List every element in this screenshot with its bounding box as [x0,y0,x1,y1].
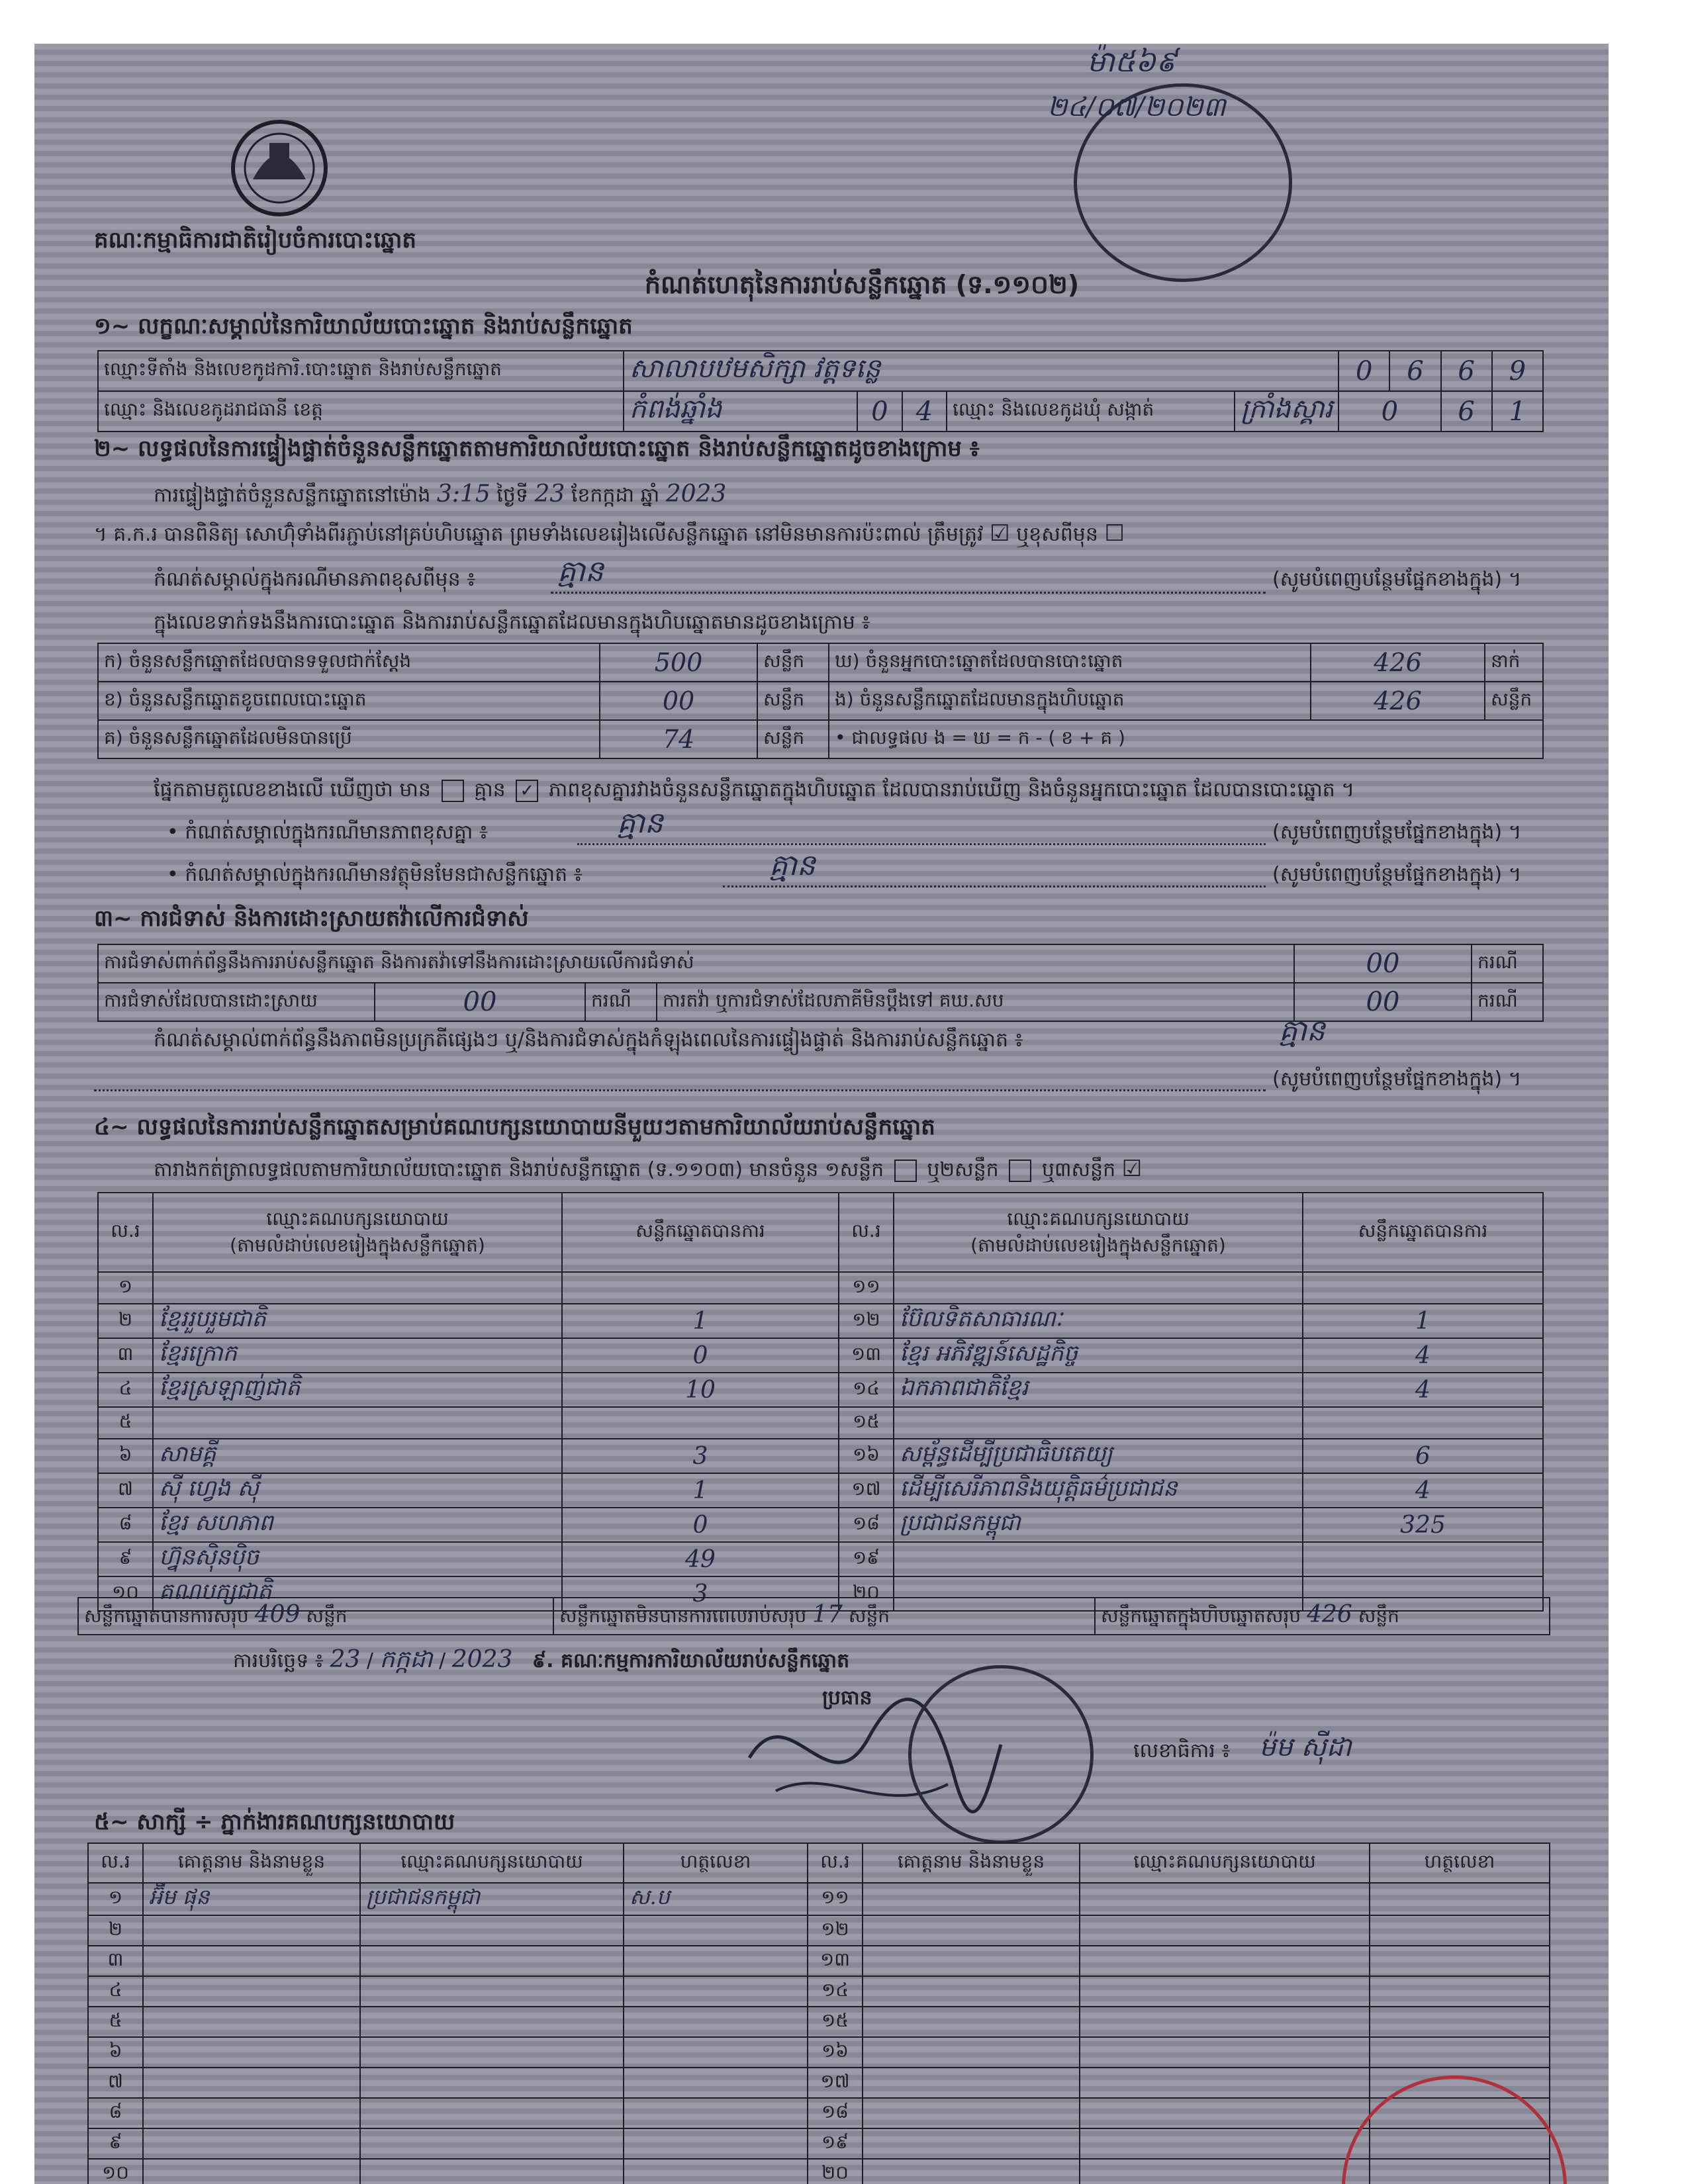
section2-para1 [154,480,1557,512]
witness-name [143,1915,360,1946]
party-votes: 6 [1303,1439,1543,1473]
section3-note-label: កំណត់សម្គាល់ពាក់ព័ន្ធនឹងភាពមិនប្រក្រតីផ្សេងៗ ឬ/និងការជំទាស់ក្នុងកំឡុងពេលនៃការផ្ទៀងផ្ទាត់ និងការរាប់សន្លឹកឆ្នោត ៖ [154,1028,1023,1052]
party-votes: 4 [1303,1473,1543,1508]
party-name: ខ្មែររួបរួមជាតិ [153,1304,562,1338]
witness-party [360,2007,624,2037]
witness-party [1080,1883,1370,1915]
party-votes [1303,1542,1543,1576]
total-box-cell [1095,1598,1550,1635]
total-box-unit: សន្លឹក [1358,1605,1399,1627]
party-name: សម្ព័ន្ធដើម្បីប្រជាធិបតេយ្យ [894,1439,1303,1473]
party-no: ៣ [98,1338,153,1373]
party-votes: 0 [562,1338,839,1373]
witness-no: ១២ [808,1915,863,1946]
party-name: សាមគ្គី [153,1439,562,1473]
party-name: គណបក្សជាតិ [153,1576,562,1611]
section5-title: ៥~ សាក្សី ÷ ភ្នាក់ងារគណបក្សនយោបាយ [94,1809,455,1835]
witness-signature [1370,1946,1550,1976]
witness-party [1080,2098,1370,2128]
section2-para1-cont [94,520,1550,551]
mismatch-c: ភាពខុសគ្នារវាងចំនួនសន្លឹកឆ្នោតក្នុងហិបឆ្នោត ដែលបានរាប់ឃើញ និងចំនួនអ្នកបោះឆ្នោត ដែលបានបោះឆ្នោត ។ [548,778,1355,801]
bullet1-value: គ្មាន [617,806,663,840]
para1-b: ថ្ងៃទី [496,484,528,507]
party-votes [562,1407,839,1439]
para1-time: 3:15 [436,480,491,508]
witness-party [360,1976,624,2007]
party-votes: 4 [1303,1338,1543,1373]
table-row [98,1542,1543,1576]
chair-label: ប្រធាន [822,1686,872,1709]
total-valid-label: សន្លឹកឆ្នោតបានការសរុប [84,1605,249,1627]
witness-party [1080,2128,1370,2159]
intro-c: ឬ៣សន្លឹក [1041,1158,1116,1181]
row-a-value: 500 [600,643,757,682]
complaints-row2-unit: ករណី [585,983,657,1021]
date-year: 2023 [451,1646,513,1673]
bullet2-suffix: (សូមបំពេញបន្ថែមផ្នែកខាងក្នុង) ។ [1272,863,1522,886]
witness-no: ១០ [88,2159,143,2184]
section1-table [97,350,1544,432]
witness-no: ៩ [88,2128,143,2159]
date-day: 23 [330,1646,361,1673]
party-votes: 10 [562,1373,839,1407]
counting-table [97,643,1544,759]
note-value: គ្មាន [557,555,604,588]
scanned-form-sheet [34,44,1609,2184]
party-name: ប្រជាជនកម្ពុជា [894,1508,1303,1542]
party-no: ១៨ [839,1508,894,1542]
location-code-1: 0 [1338,351,1389,391]
section4-title: ៤~ លទ្ធផលនៃការរាប់សន្លឹកឆ្នោតសម្រាប់គណបក្សនយោបាយនីមួយៗតាមការិយាល័យរាប់សន្លឹកឆ្នោត [94,1114,935,1140]
table-row [88,2098,1550,2128]
party-name: ខ្មែរក្រោក [153,1338,562,1373]
table-row [98,1338,1543,1373]
witness-name [863,1915,1080,1946]
total-valid-unit: សន្លឹក [306,1605,348,1627]
col-party-right [894,1193,1303,1272]
party-name: ប៊ែលទិតសាធារណៈ [894,1304,1303,1338]
witness-no: ១៣ [808,1946,863,1976]
intro-b: ឬ២សន្លឹក [927,1158,999,1181]
location-code-4: 9 [1492,351,1543,391]
witness-name [863,2037,1080,2068]
para1-year: 2023 [665,480,727,508]
party-votes: 3 [562,1439,839,1473]
complaints-row1-value: 00 [1294,944,1472,983]
witness-name [143,2159,360,2184]
section3-dotted-line [94,1089,1266,1091]
witness-name [143,2128,360,2159]
witness-no: ១៨ [808,2098,863,2128]
table-row [88,1976,1550,2007]
witness-signature [624,2098,808,2128]
witness-signature [1370,2007,1550,2037]
witness-party [360,2068,624,2098]
para1-checkbox-different: ☐ [1104,520,1125,547]
party-votes: 49 [562,1542,839,1576]
date-label: ការបរិច្ឆេទ ៖ [233,1649,324,1672]
section3-note-suffix: (សូមបំពេញបន្ថែមផ្នែកខាងក្នុង) ។ [1272,1068,1522,1091]
witness-no: ៦ [88,2037,143,2068]
total-box-value: 426 [1307,1601,1352,1628]
note-dotted-line [551,592,1266,594]
witness-party [360,2159,624,2184]
witness-signature [624,2037,808,2068]
mismatch-b: គ្មាន [474,778,506,801]
complaints-row2-value2: 00 [1294,983,1472,1021]
witness-no: ៥ [88,2007,143,2037]
party-name: ខ្មែរ អភិវឌ្ឍន៍សេដ្ឋកិច្ច [894,1338,1303,1373]
table-row [88,2159,1550,2184]
table-row [98,1272,1543,1304]
para1-day: 23 [534,480,565,508]
para1-d: ។ គ.ក.រ បានពិនិត្យ សោហ៊ុំទាំងពីរភ្ជាប់នៅគ្រប់ហិបឆ្នោត ព្រមទាំងលេខរៀងលើសន្លឹកឆ្នោត នៅមិនមានការប៉ះពាល់ ត្រឹមត្រូវ [94,523,984,546]
w-col-no-left: ល.រ [88,1843,143,1883]
total-invalid-unit: សន្លឹក [848,1605,890,1627]
party-no: ១៧ [839,1473,894,1508]
witness-name [143,1946,360,1976]
table-row [98,1373,1543,1407]
witness-party [1080,1976,1370,2007]
party-name: ហ្វ៊ុនស៊ិនប៉ិច [153,1542,562,1576]
witness-name [863,1946,1080,1976]
witness-no: ១៧ [808,2068,863,2098]
col-party-right-title: ឈ្មោះគណបក្សនយោបាយ [1007,1208,1190,1230]
col-party-left-sub: (តាមលំដាប់លេខរៀងក្នុងសន្លឹកឆ្នោត) [230,1234,485,1256]
col-party-left [153,1193,562,1272]
witness-name: អ៊ឹម ផុន [143,1883,360,1915]
witness-no: ១៤ [808,1976,863,2007]
witness-name [863,2068,1080,2098]
commune-code-1: 0 [1338,391,1440,432]
party-no: ១៩ [839,1542,894,1576]
section3-title: ៣~ ការជំទាស់ និងការដោះស្រាយតវ៉ាលើការជំទាស់ [94,905,529,932]
total-invalid-label: សន្លឹកឆ្នោតមិនបានការពេលរាប់សរុប [559,1605,807,1627]
location-code-2: 6 [1389,351,1440,391]
table-row [88,2128,1550,2159]
para1-e: ឬខុសពីមុន [1016,523,1098,546]
commune-code-3: 1 [1492,391,1543,432]
para1-checkbox-correct: ☑ [990,520,1010,547]
party-no: ១០ [98,1576,153,1611]
party-no: ១៤ [839,1373,894,1407]
committee-label: ៩. គណៈកម្មការការិយាល័យរាប់សន្លឹកឆ្នោត [532,1649,850,1672]
note-suffix: (សូមបំពេញបន្ថែមផ្នែកខាងក្នុង) ។ [1272,568,1522,591]
witness-signature [624,2159,808,2184]
three-sheet-checkbox: ☑ [1121,1156,1143,1182]
witness-no: ១៦ [808,2037,863,2068]
one-sheet-checkbox [894,1160,917,1182]
witness-name [143,2098,360,2128]
signature-date-line: ការបរិច្ឆេទ ៖ 23 / កក្កដា / 2023 ៩. គណៈកម្មការការិយាល័យរាប់សន្លឹកឆ្នោត [233,1646,850,1673]
province-value: កំពង់ឆ្នាំង [624,391,857,432]
party-no: ៨ [98,1508,153,1542]
complaints-row1-label: ការជំទាស់ពាក់ព័ន្ធនឹងការរាប់សន្លឹកឆ្នោត និងការតវ៉ាទៅនឹងការដោះស្រាយលើការជំទាស់ [98,944,1294,983]
party-no: ២ [98,1304,153,1338]
section2-title: ២~ លទ្ធផលនៃការផ្ទៀងផ្ទាត់ចំនួនសន្លឹកឆ្នោតតាមការិយាល័យបោះឆ្នោត និងរាប់សន្លឹកឆ្នោតដូចខាងក្រោម ៖ [94,435,980,462]
witness-name [143,2007,360,2037]
table-row [98,1407,1543,1439]
w-col-sign-right: ហត្ថលេខា [1370,1843,1550,1883]
party-votes: 1 [1303,1304,1543,1338]
witness-name [863,2007,1080,2037]
witness-party [1080,1915,1370,1946]
section1-title: ១~ លក្ខណៈសម្គាល់នៃការិយាល័យបោះឆ្នោត និងរាប់សន្លឹកឆ្នោត [94,313,633,340]
witness-party [1080,2007,1370,2037]
party-no: ១៣ [839,1338,894,1373]
witness-party [360,2128,624,2159]
party-no: ២០ [839,1576,894,1611]
row-a-unit: សន្លឹក [757,643,829,682]
witness-signature [624,2128,808,2159]
witness-name [863,1883,1080,1915]
witness-party [360,2098,624,2128]
witness-party [1080,2159,1370,2184]
row-c-label: គ) ចំនួនសន្លឹកឆ្នោតដែលមិនបានប្រើ [98,720,600,758]
witness-no: ២ [88,1915,143,1946]
party-votes: 0 [562,1508,839,1542]
party-votes [1303,1407,1543,1439]
party-no: ១ [98,1272,153,1304]
witness-no: ៣ [88,1946,143,1976]
witness-signature [1370,2037,1550,2068]
witness-name [863,2098,1080,2128]
party-no: ៧ [98,1473,153,1508]
witness-no: ១ [88,1883,143,1915]
mismatch-no-checkbox: ✓ [516,780,538,802]
table-row [98,1508,1543,1542]
witness-party [1080,2037,1370,2068]
table-row [88,2007,1550,2037]
witness-no: ១១ [808,1883,863,1915]
bullet1-label: • កំណត់សម្គាល់ក្នុងករណីមានភាពខុសគ្នា ៖ [167,821,489,844]
complaints-row2-value: 00 [375,983,585,1021]
total-invalid-cell [553,1598,1095,1635]
party-name: ខ្មែរ សហភាព [153,1508,562,1542]
witness-signature [624,2068,808,2098]
row-d-label: ឃ) ចំនួនអ្នកបោះឆ្នោតដែលបានបោះឆ្នោត [829,643,1311,682]
stamp-date: ២៤/០៧/២០២៣ [1047,92,1226,122]
row-c-unit: សន្លឹក [757,720,829,758]
party-no: ៤ [98,1373,153,1407]
bullet1-dotted-line [577,843,1266,845]
party-name [894,1542,1303,1576]
party-name [894,1407,1303,1439]
row-c-value: 74 [600,720,757,758]
col-party-right-sub: (តាមលំដាប់លេខរៀងក្នុងសន្លឹកឆ្នោត) [970,1234,1226,1256]
party-no: ៥ [98,1407,153,1439]
table-row [88,2068,1550,2098]
committee-name: គណៈកម្មាធិការជាតិរៀបចំការបោះឆ្នោត [94,227,417,253]
party-votes [562,1272,839,1304]
intro-a: តារាងកត់ត្រាលទ្ធផលតាមការិយាល័យបោះឆ្នោត និងរាប់សន្លឹកឆ្នោត (ទ.១១០៣) មានចំនួន ១សន្លឹក [154,1158,884,1181]
para1-c: ខែកក្កដា ឆ្នាំ [571,484,660,507]
note-label: កំណត់សម្គាល់ក្នុងករណីមានភាពខុសពីមុន ៖ [154,568,476,591]
section3-note-value: គ្មាន [1279,1014,1325,1048]
row-e-label: ង) ចំនួនសន្លឹកឆ្នោតដែលមានក្នុងហិបឆ្នោត [829,682,1311,720]
party-name: ដើម្បីសេរីភាពនិងយុត្តិធម៌ប្រជាជន [894,1473,1303,1508]
secretary-name: ម៉ម ស៊ីដា [1259,1732,1352,1762]
table-row [98,1304,1543,1338]
total-valid-value: 409 [254,1601,301,1628]
committee-seal [908,1665,1094,1844]
witness-party [360,1946,624,1976]
counting-intro: ក្នុងលេខទាក់ទងនឹងការបោះឆ្នោត និងការរាប់សន្លឹកឆ្នោតដែលមានក្នុងហិបឆ្នោតមានដូចខាងក្រោម ៖ [154,611,870,634]
table-row [88,2037,1550,2068]
location-label: ឈ្មោះទីតាំង និងលេខកូដការិ.បោះឆ្នោត និងរាប់សន្លឹកឆ្នោត [98,351,624,391]
total-valid-cell [78,1598,553,1635]
witness-no: ១៩ [808,2128,863,2159]
row-a-label: ក) ចំនួនសន្លឹកឆ្នោតដែលបានទទួលជាក់ស្តែង [98,643,600,682]
witness-name [863,2128,1080,2159]
witness-party [360,2037,624,2068]
total-invalid-value: 17 [812,1601,843,1628]
witness-party [360,1915,624,1946]
row-e-unit: សន្លឹក [1485,682,1543,720]
province-code-1: 0 [857,391,902,432]
party-no: ១៦ [839,1439,894,1473]
province-label: ឈ្មោះ និងលេខកូដរាជធានី ខេត្ត [98,391,624,432]
row-b-label: ខ) ចំនួនសន្លឹកឆ្នោតខូចពេលបោះឆ្នោត [98,682,600,720]
party-name [153,1407,562,1439]
witness-party [1080,2068,1370,2098]
location-value: សាលាបឋមសិក្សា វត្តទន្លេ [624,351,1338,391]
secretary-label: លេខាធិការ ៖ [1133,1739,1231,1762]
witness-no: ១៥ [808,2007,863,2037]
row-d-unit: នាក់ [1485,643,1543,682]
witness-no: ៨ [88,2098,143,2128]
party-results-table [97,1192,1544,1612]
party-no: ១១ [839,1272,894,1304]
witness-signature [624,1915,808,1946]
complaints-row2-label: ការជំទាស់ដែលបានដោះស្រាយ [98,983,375,1021]
col-votes-left: សន្លឹកឆ្នោតបានការ [562,1193,839,1272]
two-sheet-checkbox [1009,1160,1031,1182]
witness-no: ៤ [88,1976,143,2007]
row-d-value: 426 [1311,643,1485,682]
row-b-value: 00 [600,682,757,720]
party-name [153,1272,562,1304]
witness-signature [1370,1883,1550,1915]
totals-table [77,1597,1550,1635]
table-row [98,1439,1543,1473]
witness-signature: ស.ប [624,1883,808,1915]
complaints-row2-unit2: ករណី [1472,983,1543,1021]
stamp-number: ម៉ា៥៦៩ [1087,45,1177,79]
location-code-3: 6 [1441,351,1492,391]
party-no: ១៥ [839,1407,894,1439]
province-code-2: 4 [902,391,947,432]
col-votes-right: សន្លឹកឆ្នោតបានការ [1303,1193,1543,1272]
witness-signature [1370,1915,1550,1946]
witness-table [87,1843,1550,2184]
party-no: ៩ [98,1542,153,1576]
witness-signature [624,1976,808,2007]
total-box-label: សន្លឹកឆ្នោតក្នុងហិបឆ្នោតសរុប [1101,1605,1301,1627]
row-e-value: 426 [1311,682,1485,720]
party-votes: 1 [562,1473,839,1508]
party-no: ៦ [98,1439,153,1473]
commune-value: ក្រាំងស្គារ [1235,391,1338,432]
party-name [894,1272,1303,1304]
col-no-left: ល.រ [98,1193,153,1272]
col-no-right: ល.រ [839,1193,894,1272]
complaints-row2-label2: ការតវ៉ា ឬការជំទាស់ដែលភាគីមិនប្តឹងទៅ គឃ.សប [657,983,1294,1021]
witness-name [143,2068,360,2098]
table-row [88,1946,1550,1976]
mismatch-yes-checkbox [442,780,464,802]
bullet1-suffix: (សូមបំពេញបន្ថែមផ្នែកខាងក្នុង) ។ [1272,821,1522,844]
party-no: ១២ [839,1304,894,1338]
table-row [88,1915,1550,1946]
witness-name [143,2037,360,2068]
w-col-sign-left: ហត្ថលេខា [624,1843,808,1883]
w-col-name-right: គោត្តនាម និងនាមខ្លួន [863,1843,1080,1883]
commune-code-2: 6 [1441,391,1492,432]
w-col-no-right: ល.រ [808,1843,863,1883]
witness-signature [1370,1976,1550,2007]
witness-signature [624,2007,808,2037]
col-party-left-title: ឈ្មោះគណបក្សនយោបាយ [266,1208,449,1230]
party-name: ខ្មែរស្រឡាញ់ជាតិ [153,1373,562,1407]
section4-intro [154,1156,1557,1186]
w-col-party-right: ឈ្មោះគណបក្សនយោបាយ [1080,1843,1370,1883]
para1-a: ការផ្ទៀងផ្ទាត់ចំនួនសន្លឹកឆ្នោតនៅម៉ោង [154,484,431,507]
witness-name [863,1976,1080,2007]
witness-no: ៧ [88,2068,143,2098]
date-month: កក្កដា [379,1646,433,1673]
party-votes: 325 [1303,1508,1543,1542]
bullet2-value: គ្មាន [769,848,816,882]
witness-no: ២០ [808,2159,863,2184]
party-votes: 1 [562,1304,839,1338]
form-title: កំណត់ហេតុនៃការរាប់សន្លឹកឆ្នោត (ទ.១១០២) [644,270,1080,299]
bullet2-label: • កំណត់សម្គាល់ក្នុងករណីមានវត្ថុមិនមែនជាសន្លឹកឆ្នោត ៖ [167,863,583,886]
formula: • ជាលទ្ធផល ង = ឃ = ក - ( ខ + គ ) [829,720,1543,758]
witness-name [143,1976,360,2007]
nec-emblem-icon [223,116,336,222]
complaints-table [97,944,1544,1022]
table-row [98,1473,1543,1508]
party-votes: 3 [562,1576,839,1611]
bullet2-dotted-line [723,886,1266,887]
w-col-name-left: គោត្តនាម និងនាមខ្លួន [143,1843,360,1883]
witness-party [1080,1946,1370,1976]
table-row [88,1883,1550,1915]
witness-signature [624,1946,808,1976]
witness-party: ប្រជាជនកម្ពុជា [360,1883,624,1915]
party-votes [1303,1272,1543,1304]
party-votes: 4 [1303,1373,1543,1407]
commune-label: ឈ្មោះ និងលេខកូដឃុំ សង្កាត់ [947,391,1235,432]
mismatch-line [154,777,1557,806]
witness-name [863,2159,1080,2184]
row-b-unit: សន្លឹក [757,682,829,720]
party-name: ឯកភាពជាតិខ្មែរ [894,1373,1303,1407]
complaints-row1-unit: ករណី [1472,944,1543,983]
party-name: ស៊ី ហ្វេង ស៊ី [153,1473,562,1508]
w-col-party-left: ឈ្មោះគណបក្សនយោបាយ [360,1843,624,1883]
mismatch-a: ផ្នែកតាមតួលេខខាងលើ ឃើញថា មាន [154,778,431,801]
